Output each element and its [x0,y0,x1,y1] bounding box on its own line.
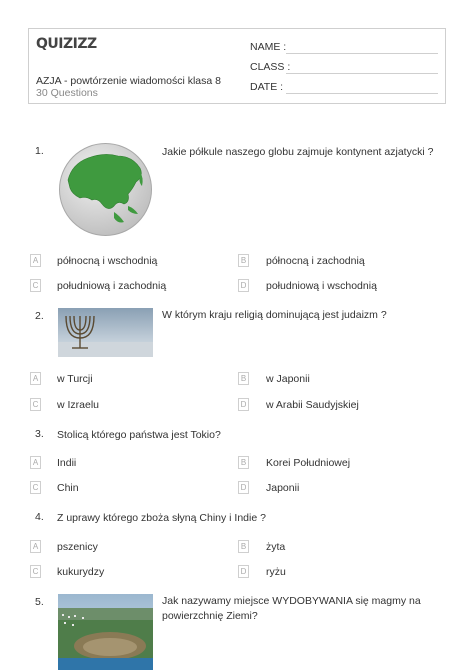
name-field[interactable] [286,53,438,54]
date-label: DATE : [250,81,284,93]
question-text: Z uprawy którego zboża słyną Chiny i Indie ? [57,512,266,524]
option-d-text: w Arabii Saudyjskiej [266,399,359,411]
menorah-image [58,308,153,357]
option-b-text: Korei Południowej [266,457,351,469]
option-d-text: Japonii [266,482,300,494]
question-text: Stolicą którego państwa jest Tokio? [57,429,221,441]
class-label: CLASS : [250,61,291,73]
question-number: 2. [35,310,44,322]
question-text-line: Jak nazywamy miejsce WYDOBYWANIA się magmy na [162,595,421,607]
option-c-text: w Izraelu [57,399,100,411]
option-c-text: kukurydzy [57,566,105,578]
option-c-box[interactable]: C [30,279,41,292]
option-a-box[interactable]: A [30,456,41,469]
option-a-text: północną i wschodnią [57,255,158,267]
option-a-text: w Turcji [57,373,93,385]
worksheet-title: AZJA - powtórzenie wiadomości klasa 8 [36,75,221,87]
crater-image [58,594,153,670]
option-d-text: ryżu [266,566,286,578]
option-a-text: Indii [57,457,77,469]
class-field[interactable] [286,73,438,74]
option-b-text: północną i zachodnią [266,255,365,267]
option-b-text: w Japonii [266,373,310,385]
question-count: 30 Questions [36,87,98,99]
option-a-text: pszenicy [57,541,98,553]
option-d-box[interactable]: D [238,279,249,292]
option-c-box[interactable]: C [30,565,41,578]
option-d-box[interactable]: D [238,481,249,494]
option-d-box[interactable]: D [238,565,249,578]
date-field[interactable] [286,93,438,94]
option-c-text: Chin [57,482,79,494]
name-label: NAME : [250,41,287,53]
option-c-text: południową i zachodnią [57,280,167,292]
option-d-text: południową i wschodnią [266,280,377,292]
option-a-box[interactable]: A [30,372,41,385]
option-b-box[interactable]: B [238,456,249,469]
question-number: 1. [35,145,44,157]
option-b-box[interactable]: B [238,540,249,553]
option-a-box[interactable]: A [30,254,41,267]
option-d-box[interactable]: D [238,398,249,411]
option-c-box[interactable]: C [30,398,41,411]
option-c-box[interactable]: C [30,481,41,494]
question-text-line: powierzchnię Ziemi? [162,610,258,622]
option-a-box[interactable]: A [30,540,41,553]
question-number: 5. [35,596,44,608]
question-text [162,594,452,624]
question-text: W którym kraju religią dominującą jest judaizm ? [162,309,387,321]
question-number: 4. [35,511,44,523]
question-number: 3. [35,428,44,440]
globe-asia-image [58,142,153,237]
quizizz-logo: QUIZIZZ [36,36,97,52]
option-b-text: żyta [266,541,286,553]
option-b-box[interactable]: B [238,372,249,385]
question-text: Jakie półkule naszego globu zajmuje kontynent azjatycki ? [162,146,434,158]
option-b-box[interactable]: B [238,254,249,267]
